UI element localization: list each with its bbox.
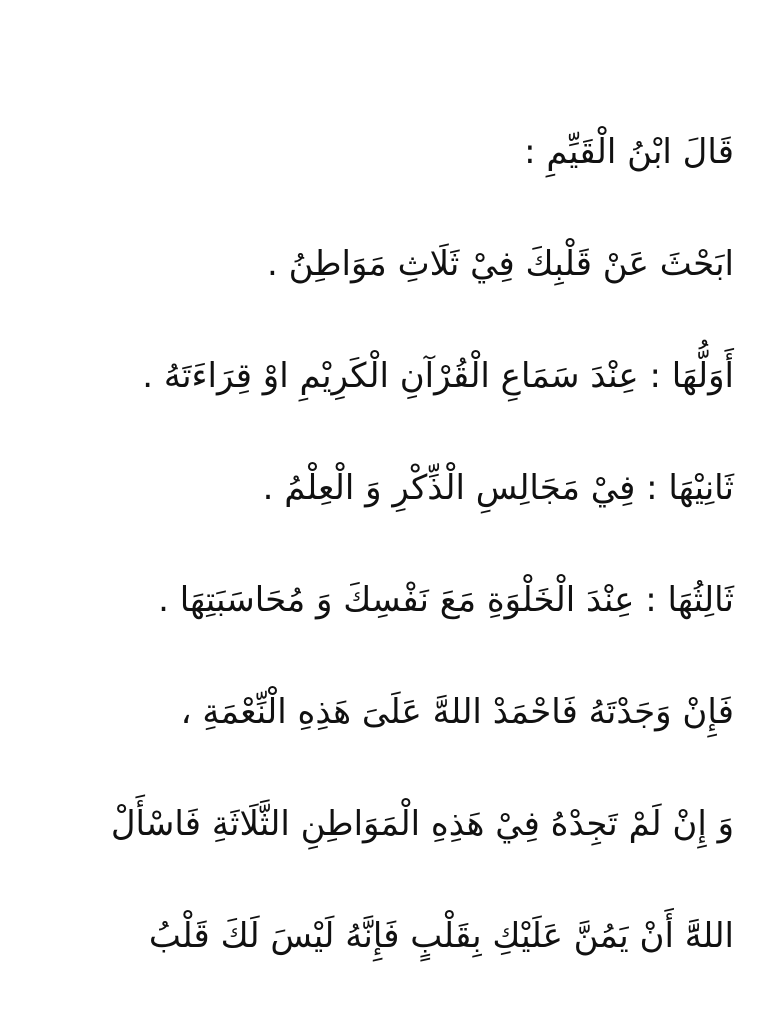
quote-line: ثَانِيْهَا : فِيْ مَجَالِسِ الْذِّكْرِ وَ الْعِلْمُ . bbox=[262, 468, 734, 508]
quote-line: ثَالِثُهَا : عِنْدَ الْخَلْوَةِ مَعَ نَفْسِكَ وَ مُحَاسَبَتِهَا . bbox=[158, 580, 734, 620]
quote-line: أَوَلُّهَا : عِنْدَ سَمَاعِ الْقُرْآنِ الْكَرِيْمِ اوْ قِرَاءَتَهُ . bbox=[142, 356, 734, 396]
quote-line: ابَحْثَ عَنْ قَلْبِكَ فِيْ ثَلَاثِ مَوَاطِنُ . bbox=[266, 244, 734, 284]
quote-line: اللهََّ أَنْ يَمُنَّ عَلَيْكِ بِقَلْبٍ فَإِنَّهُ لَيْسَ لَكَ قَلْبُ bbox=[148, 916, 734, 956]
quote-line: فَإِنْ وَجَدْتَهُ فَاحْمَدْ اللهَّ عَلَىَ هَذِهِ الْنِّعْمَةِ ، bbox=[180, 692, 734, 732]
quote-text-block bbox=[34, 96, 734, 992]
quote-heading: قَالَ ابْنُ الْقَيِّمِ : bbox=[524, 132, 734, 172]
quote-line: وَ إِنْ لَمْ تَجِدْهُ فِيْ هَذِهِ الْمَوَاطِنِ الثَّلَاثَةِ فَاسْأَلْ bbox=[110, 804, 734, 844]
